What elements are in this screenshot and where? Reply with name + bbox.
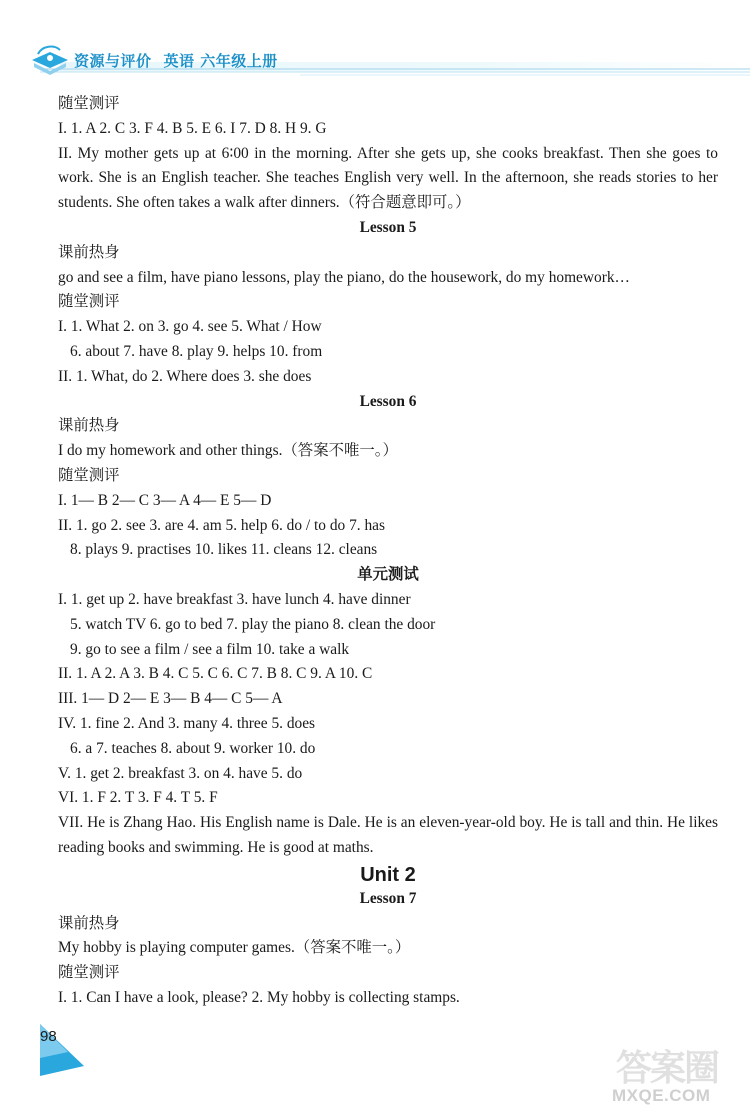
watermark-logo-text: 答案圈 [616,1048,719,1089]
subject-title: 英语 六年级上册 [163,52,278,70]
answer-line: II. 1. A 2. A 3. B 4. C 5. C 6. C 7. B 8. C 9. A 10. C [58,665,373,683]
answer-line: VII. He is Zhang Hao. His English name is Dale. He is an eleven-year-old boy. He is tall and thin. He likes reading books and swimming. He is good at maths. [58,814,718,856]
answer-line: 6. a 7. teaches 8. about 9. worker 10. do [70,739,316,757]
answer-line: I. 1. A 2. C 3. F 4. B 5. E 6. I 7. D 8. H 9. G [58,119,327,137]
section-heading: Unit 2 [360,863,416,886]
answer-line: My hobby is playing computer games.（答案不唯一。） [58,939,411,957]
answer-line: 课前热身 [58,417,120,435]
watermark-site: MXQE.COM [612,1086,711,1105]
section-heading: Lesson 5 [359,218,417,236]
answer-line: I. 1. What 2. on 3. go 4. see 5. What / How [58,318,322,336]
answer-line: I. 1. get up 2. have breakfast 3. have lunch 4. have dinner [58,590,411,608]
answer-line: I do my homework and other things.（答案不唯一。） [58,442,398,460]
answer-line: I. 1— B 2— C 3— A 4— E 5— D [58,491,272,509]
answer-line: 随堂测评 [58,466,120,484]
answer-line: I. 1. Can I have a look, please? 2. My hobby is collecting stamps. [58,988,460,1006]
answer-line: go and see a film, have piano lessons, play the piano, do the housework, do my homework… [58,268,630,286]
answer-line: 随堂测评 [58,293,120,311]
answer-line: 课前热身 [58,914,120,932]
answer-line: III. 1— D 2— E 3— B 4— C 5— A [58,690,283,708]
header-title [74,50,278,71]
answer-line: II. 1. go 2. see 3. are 4. am 5. help 6. do / to do 7. has [58,516,385,534]
answer-line: 8. plays 9. practises 10. likes 11. cleans 12. cleans [70,541,378,559]
answer-line: 课前热身 [58,243,120,261]
watermark [612,1040,742,1110]
answer-line: 随堂测评 [58,95,120,112]
answer-line: 6. about 7. have 8. play 9. helps 10. from [70,342,323,360]
answer-line: II. 1. What, do 2. Where does 3. she does [58,367,312,385]
book-logo-icon [28,40,72,80]
section-heading: 单元测试 [357,566,419,584]
answer-line: 9. go to see a film / see a film 10. take a walk [70,640,350,658]
answer-content [58,92,718,1011]
answer-line: 随堂测评 [58,964,120,982]
answer-line: 5. watch TV 6. go to bed 7. play the piano 8. clean the door [70,615,436,633]
series-title: 资源与评价 [74,52,152,70]
page-header [0,0,750,84]
section-heading: Lesson 7 [359,889,417,907]
answer-line: VI. 1. F 2. T 3. F 4. T 5. F [58,789,218,807]
answer-line: V. 1. get 2. breakfast 3. on 4. have 5. do [58,764,303,782]
answer-line: IV. 1. fine 2. And 3. many 4. three 5. does [58,714,316,732]
page-number: 98 [40,1028,57,1045]
answer-line: II. My mother gets up at 6∶00 in the morning. After she gets up, she cooks breakfast. Then she goes to work. She is an English teacher. She teaches English very well. In the afternoon, she reads stories to her students. She often takes a walk after dinners.（符合题意即可。） [58,144,718,212]
section-heading: Lesson 6 [359,392,417,410]
